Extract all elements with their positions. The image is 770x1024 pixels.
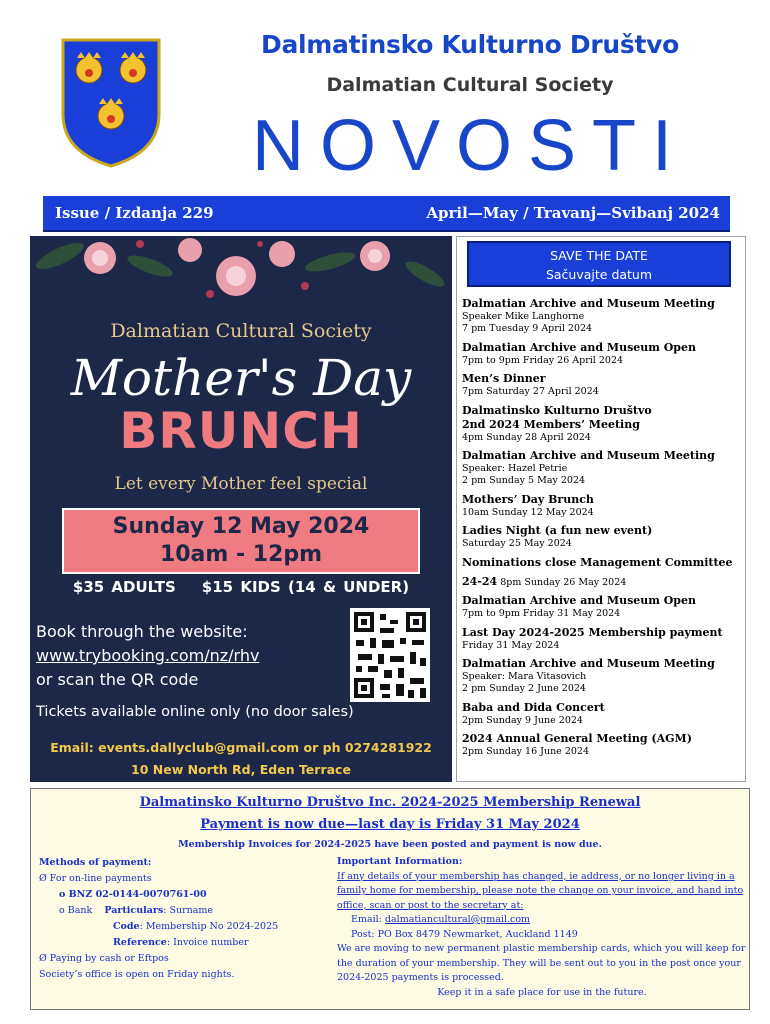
keep-safe-note: Keep it in a safe place for use in the future. [437, 986, 647, 998]
reference-value: : Invoice number [166, 937, 249, 948]
bank-account: o BNZ 02-0144-0070761-00 [59, 889, 207, 900]
payment-due-notice: Payment is now due—last day is Friday 31 May 2024 [200, 817, 580, 832]
poster-tickets-note: Tickets available online only (no door sales) [36, 704, 354, 720]
code-label: Code [113, 921, 140, 932]
issue-dates: April—May / Travanj—Svibanj 2024 [426, 204, 720, 222]
event-title: Dalmatian Archive and Museum Open [462, 340, 696, 354]
masthead-title: NOVOSTI [251, 106, 689, 186]
event-item [462, 449, 746, 487]
event-detail: 7pm to 9pm Friday 31 May 2024 [462, 608, 621, 619]
price-kids: $15 KIDS (14 & UNDER) [201, 578, 410, 596]
event-title: Last Day 2024-2025 Membership payment [462, 625, 723, 639]
event-detail: 2pm Sunday 16 June 2024 [462, 746, 590, 757]
event-item [462, 404, 746, 444]
important-text: If any details of your membership has changed, ie address, or no longer living in a family home for membership, please note the change on your invoice, and hand into office, scan or post to the secretary at: [337, 870, 744, 911]
methods-label: Methods of payment: [39, 857, 152, 868]
particulars-label: Particulars [104, 905, 164, 916]
event-detail: 4pm Sunday 28 April 2024 [462, 431, 591, 443]
event-title: Dalmatian Archive and Museum Meeting [462, 657, 715, 670]
poster-booking-info [36, 620, 259, 692]
event-title: Ladies Night (a fun new event) [462, 524, 653, 537]
poster-event-title: BRUNCH [119, 402, 363, 460]
poster-date: Sunday 12 May 2024 [112, 514, 370, 539]
office-hours: Society’s office is open on Friday nights. [39, 969, 235, 980]
event-detail: 7pm to 9pm Friday 26 April 2024 [462, 354, 624, 366]
reference-label: Reference [113, 937, 167, 948]
poster-society: Dalmatian Cultural Society [110, 320, 372, 342]
save-the-date-panel [456, 236, 746, 782]
scan-line: or scan the QR code [36, 670, 199, 689]
society-name-english: Dalmatian Cultural Society [326, 74, 614, 96]
event-title: Men’s Dinner [462, 372, 546, 385]
event-item [462, 372, 746, 398]
event-item [462, 493, 746, 519]
event-title-line2: 24-24 [462, 574, 498, 588]
event-title: 2024 Annual General Meeting (AGM) [462, 732, 692, 745]
event-title: Dalmatinsko Kulturno Društvo [462, 403, 652, 417]
postal-address: Post: PO Box 8479 Newmarket, Auckland 1149 [351, 928, 578, 940]
booking-website-link[interactable]: www.trybooking.com/nz/rhv [36, 646, 260, 665]
event-item [462, 341, 746, 367]
membership-cards-notice: We are moving to new permanent plastic membership cards, which you will keep for the duration of your membership. They will be sent out to you in the post once your 2024-2025 payments is processed. [337, 943, 746, 983]
event-detail: 2pm Sunday 9 June 2024 [462, 714, 583, 726]
poster-prices [30, 578, 452, 596]
payment-methods [39, 855, 329, 983]
event-title: Nominations close Management Committee [462, 555, 733, 569]
important-label: Important Information: [337, 856, 463, 867]
event-detail: Friday 31 May 2024 [462, 639, 560, 651]
event-detail: Speaker: Mara Vitasovich [462, 671, 587, 682]
event-item [462, 297, 746, 335]
event-item [462, 657, 746, 695]
event-title: Dalmatian Archive and Museum Meeting [462, 297, 715, 310]
event-detail: 7pm Saturday 27 April 2024 [462, 386, 599, 397]
event-detail: 2 pm Sunday 2 June 2024 [462, 683, 586, 694]
event-item [462, 556, 746, 589]
invoices-notice: Membership Invoices for 2024-2025 have been posted and payment is now due. [178, 839, 602, 850]
code-value: : Membership No 2024-2025 [139, 921, 279, 932]
membership-heading: Dalmatinsko Kulturno Društvo Inc. 2024-2025 Membership Renewal [139, 795, 641, 810]
membership-renewal-box [30, 788, 750, 1010]
event-title: Dalmatian Archive and Museum Meeting [462, 449, 715, 462]
mothers-day-poster [30, 236, 452, 782]
poster-time: 10am - 12pm [159, 542, 323, 567]
particulars-value: : Surname [163, 905, 214, 916]
event-title-line2: 2nd 2024 Members’ Meeting [462, 417, 640, 431]
poster-date-box [62, 508, 420, 574]
event-title: Dalmatian Archive and Museum Open [462, 594, 696, 607]
event-detail: 2 pm Sunday 5 May 2024 [462, 475, 586, 486]
dalmatia-crest-logo [59, 36, 163, 168]
save-the-date-header [467, 241, 731, 287]
event-detail: 10am Sunday 12 May 2024 [462, 506, 594, 518]
poster-event-script-title: Mother's Day [70, 349, 412, 407]
event-item [462, 524, 746, 550]
event-item [462, 732, 746, 758]
flower-garland-decoration [30, 236, 452, 316]
qr-code[interactable] [350, 608, 430, 702]
event-detail: 7 pm Tuesday 9 April 2024 [462, 323, 593, 334]
issue-bar [43, 196, 730, 232]
cash-payments: Ø Paying by cash or Eftpos [39, 953, 169, 964]
event-detail: 8pm Sunday 26 May 2024 [497, 576, 627, 588]
event-list [462, 297, 746, 764]
price-adults: $35 ADULTS [72, 578, 176, 596]
event-detail: Speaker: Hazel Petrie [462, 463, 568, 474]
secretary-email-link[interactable]: dalmatiancultural@gmail.com [384, 914, 531, 925]
save-the-date-title: SAVE THE DATE [550, 248, 648, 263]
online-payments: Ø For on-line payments [39, 873, 152, 884]
event-item [462, 626, 746, 652]
event-title: Baba and Dida Concert [462, 700, 605, 714]
important-information [337, 855, 747, 1000]
email-label: Email: [351, 914, 385, 925]
event-title: Mothers’ Day Brunch [462, 492, 594, 506]
book-line: Book through the website: [36, 622, 248, 641]
issue-number: Issue / Izdanja 229 [55, 204, 214, 222]
poster-tagline: Let every Mother feel special [114, 474, 368, 494]
poster-address: 10 New North Rd, Eden Terrace [131, 762, 351, 777]
event-detail: Speaker Mike Langhorne [462, 311, 585, 322]
save-the-date-title-hr: Sačuvajte datum [545, 267, 653, 282]
event-item [462, 594, 746, 620]
event-detail: Saturday 25 May 2024 [462, 538, 572, 549]
event-item [462, 701, 746, 727]
society-name: Dalmatinsko Kulturno Društvo [261, 30, 679, 59]
poster-contact: Email: events.dallyclub@gmail.com or ph 0274281922 [50, 740, 432, 755]
bank-label: o Bank [59, 905, 93, 916]
